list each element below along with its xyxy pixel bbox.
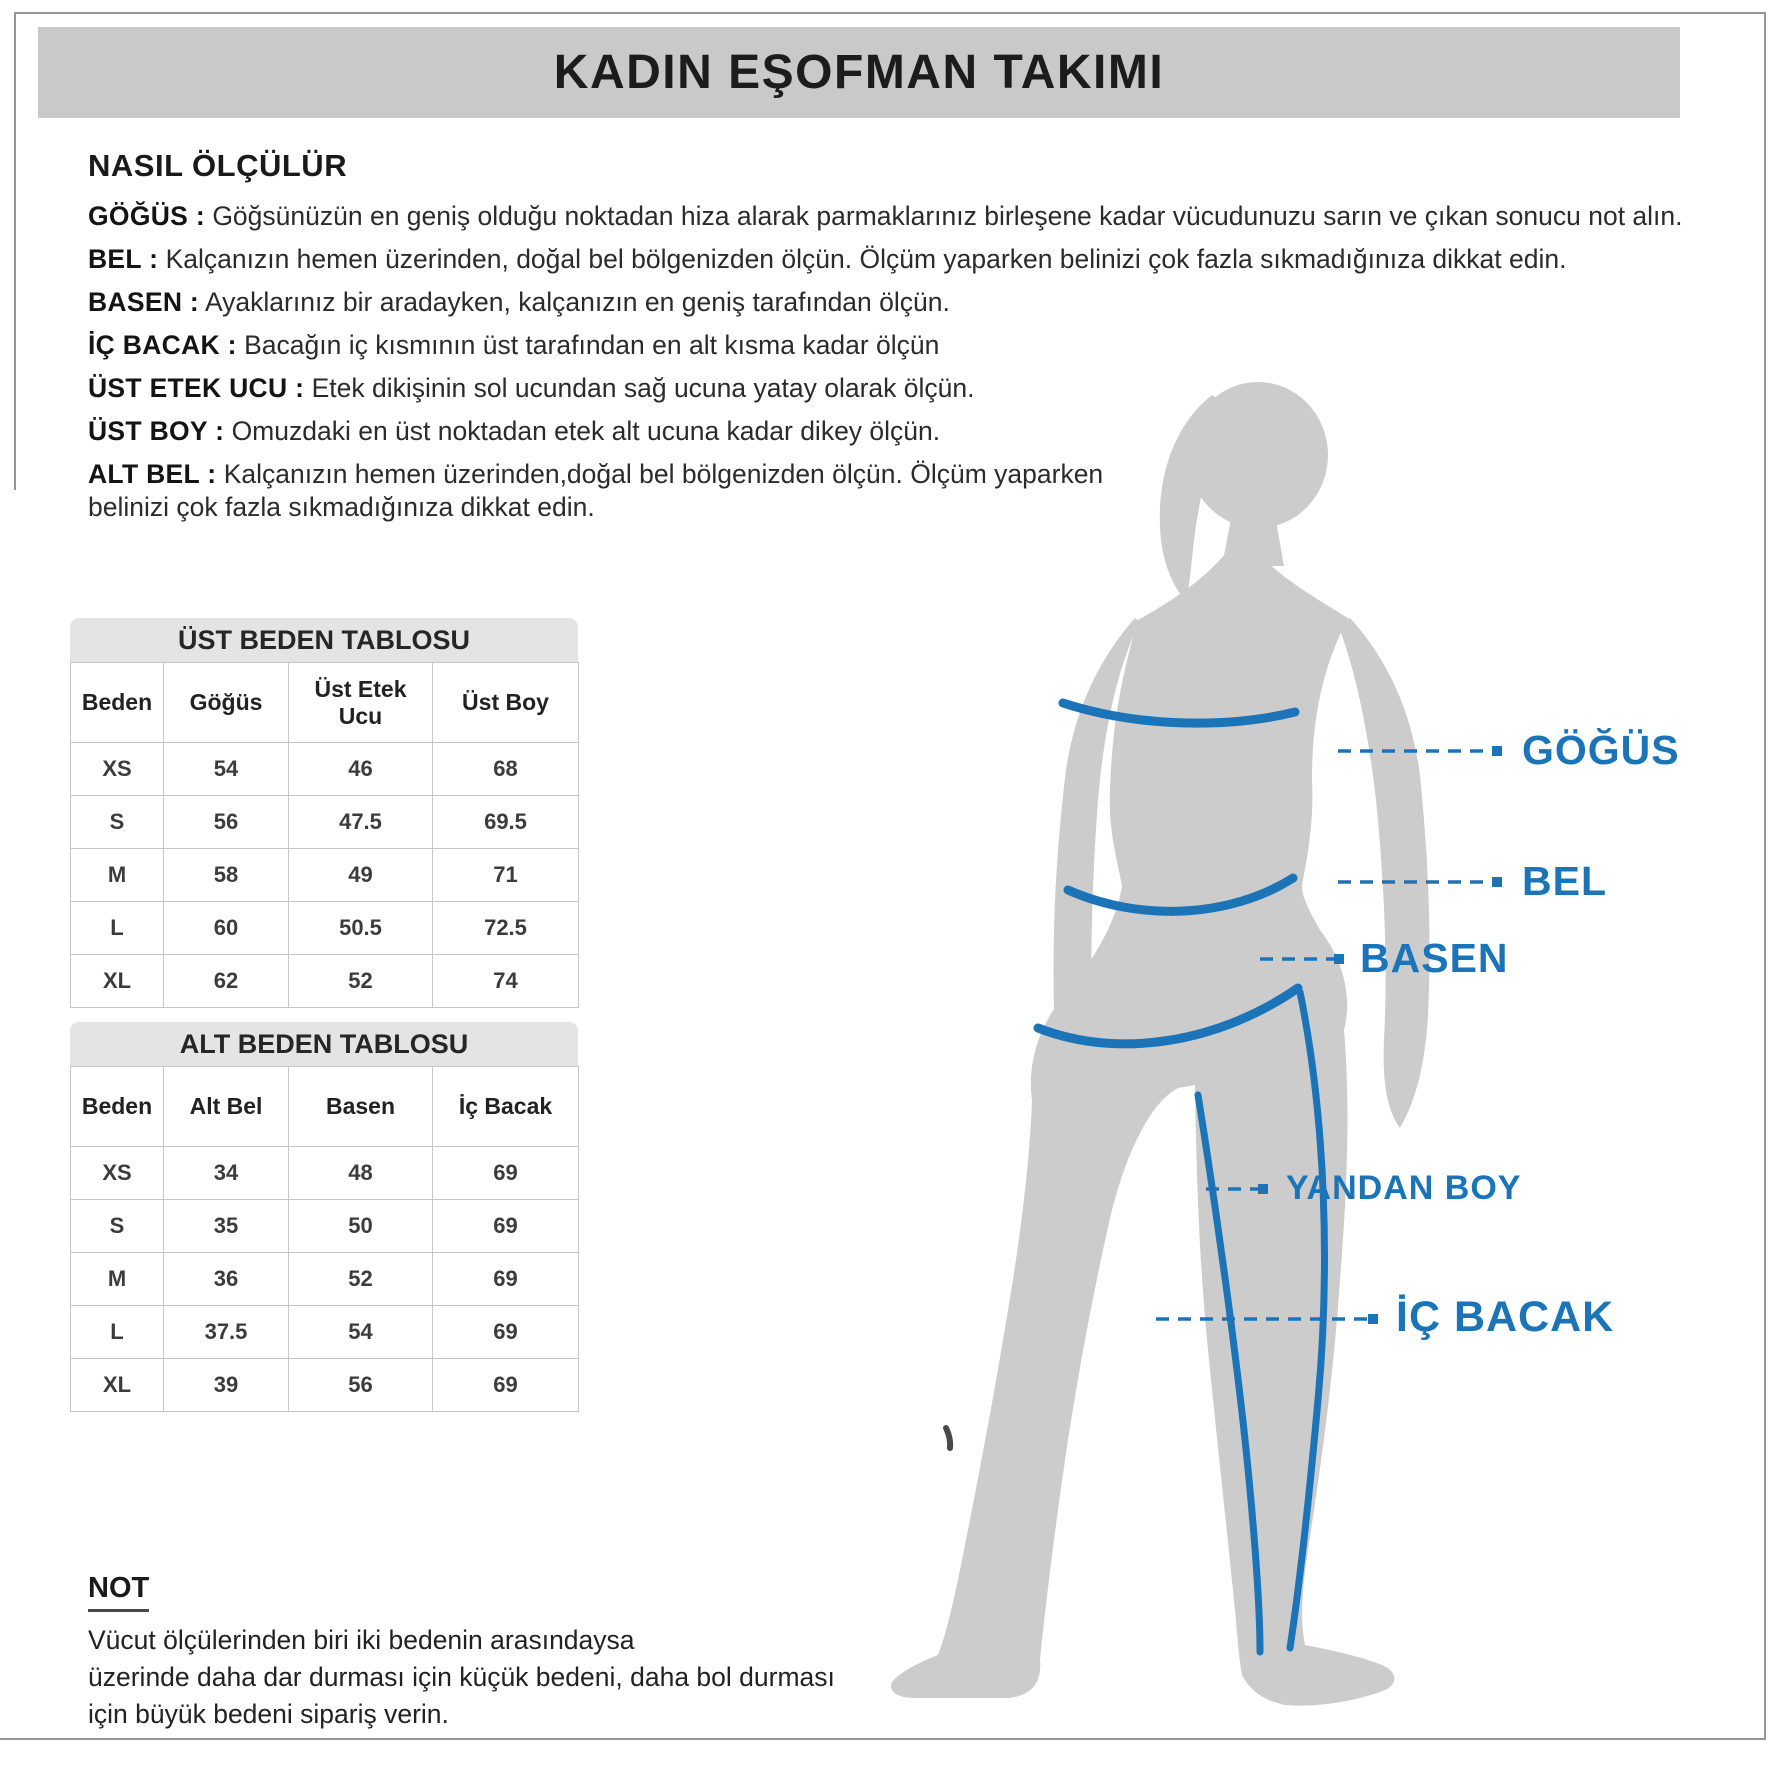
inner-leg-label: İÇ BACAK [1396,1293,1615,1341]
table-cell: 52 [289,955,433,1008]
hip-label: BASEN [1360,935,1509,981]
column-header: Üst Boy [433,663,579,743]
table-cell: 69 [433,1359,579,1412]
column-header: Beden [71,1067,164,1147]
measure-description: Göğsünüzün en geniş olduğu noktadan hiza alarak parmaklarınız birleşene kadar vücudunuzu sarın ve çıkan sonucu not alın. [204,201,1683,231]
note-section [88,1572,988,1733]
table-cell: S [71,1200,164,1253]
table-cell: 69 [433,1306,579,1359]
note-line: üzerinde daha dar durması için küçük bedeni, daha bol durması [88,1662,835,1692]
column-header: Üst Etek Ucu [289,663,433,743]
table-cell: 48 [289,1147,433,1200]
table-cell: XS [71,1147,164,1200]
table-cell: XL [71,955,164,1008]
page-title: KADIN EŞOFMAN TAKIMI [553,46,1165,99]
table-cell: M [71,1253,164,1306]
table-cell: S [71,796,164,849]
table-cell: 74 [433,955,579,1008]
side-length-label: YANDAN BOY [1286,1169,1522,1207]
table-cell: 62 [164,955,289,1008]
column-header: İç Bacak [433,1067,579,1147]
measure-term: ÜST BOY : [88,416,225,446]
note-line: Vücut ölçülerinden biri iki bedenin arasındaysa [88,1625,635,1655]
table-cell: 68 [433,743,579,796]
column-header: Alt Bel [164,1067,289,1147]
right-arm-shape [1338,618,1430,1128]
measure-description: Bacağın iç kısmının üst tarafından en alt kısma kadar ölçün [236,330,940,360]
table-cell: M [71,849,164,902]
measure-description: Kalçanızın hemen üzerinden, doğal bel bölgenizden ölçün. Ölçüm yaparken belinizi çok fazla sıkmadığınıza dikkat edin. [158,244,1567,274]
table-cell: XS [71,743,164,796]
table-cell: 39 [164,1359,289,1412]
table-cell: 54 [289,1306,433,1359]
chest-label: GÖĞÜS [1522,727,1680,773]
column-header: Göğüs [164,663,289,743]
measure-term: GÖĞÜS : [88,201,205,231]
table-cell: 72.5 [433,902,579,955]
table-cell: 69 [433,1147,579,1200]
how-to-measure-heading: NASIL ÖLÇÜLÜR [88,148,348,183]
table-cell: 35 [164,1200,289,1253]
table-cell: XL [71,1359,164,1412]
table-cell: 36 [164,1253,289,1306]
waist-label: BEL [1522,858,1607,904]
table-cell: 69 [433,1200,579,1253]
table-cell: 54 [164,743,289,796]
note-heading: NOT [88,1572,149,1612]
table-cell: 71 [433,849,579,902]
measure-term: ÜST ETEK UCU : [88,373,305,403]
column-header: Beden [71,663,164,743]
table-cell: 34 [164,1147,289,1200]
measure-description: Etek dikişinin sol ucundan sağ ucuna yatay olarak ölçün. [304,373,975,403]
table-cell: 60 [164,902,289,955]
measure-term: BEL : [88,244,159,274]
table-cell: 52 [289,1253,433,1306]
table-cell: 47.5 [289,796,433,849]
measure-description: Kalçanızın hemen üzerinden,doğal bel bölgenizden ölçün. Ölçüm yaparken belinizi çok fazla sıkmadığınıza dikkat edin. [88,459,1104,522]
upper-table-title: ÜST BEDEN TABLOSU [70,618,578,662]
table-cell: 46 [289,743,433,796]
table-cell: 56 [164,796,289,849]
table-cell: 69.5 [433,796,579,849]
table-cell: 69 [433,1253,579,1306]
measure-term: İÇ BACAK : [88,330,237,360]
table-cell: 56 [289,1359,433,1412]
table-cell: 58 [164,849,289,902]
table-cell: 49 [289,849,433,902]
table-cell: 50 [289,1200,433,1253]
measure-description: Omuzdaki en üst noktadan etek alt ucuna kadar dikey ölçün. [224,416,941,446]
table-cell: L [71,1306,164,1359]
small-mark [946,1428,950,1448]
measure-term: ALT BEL : [88,459,217,489]
table-cell: 50.5 [289,902,433,955]
measure-term: BASEN : [88,287,200,317]
column-header: Basen [289,1067,433,1147]
measure-description: Ayaklarınız bir aradayken, kalçanızın en geniş tarafından ölçün. [199,287,950,317]
lower-table-title: ALT BEDEN TABLOSU [70,1022,578,1066]
note-line: için büyük bedeni sipariş verin. [88,1699,449,1729]
table-cell: L [71,902,164,955]
table-cell: 37.5 [164,1306,289,1359]
